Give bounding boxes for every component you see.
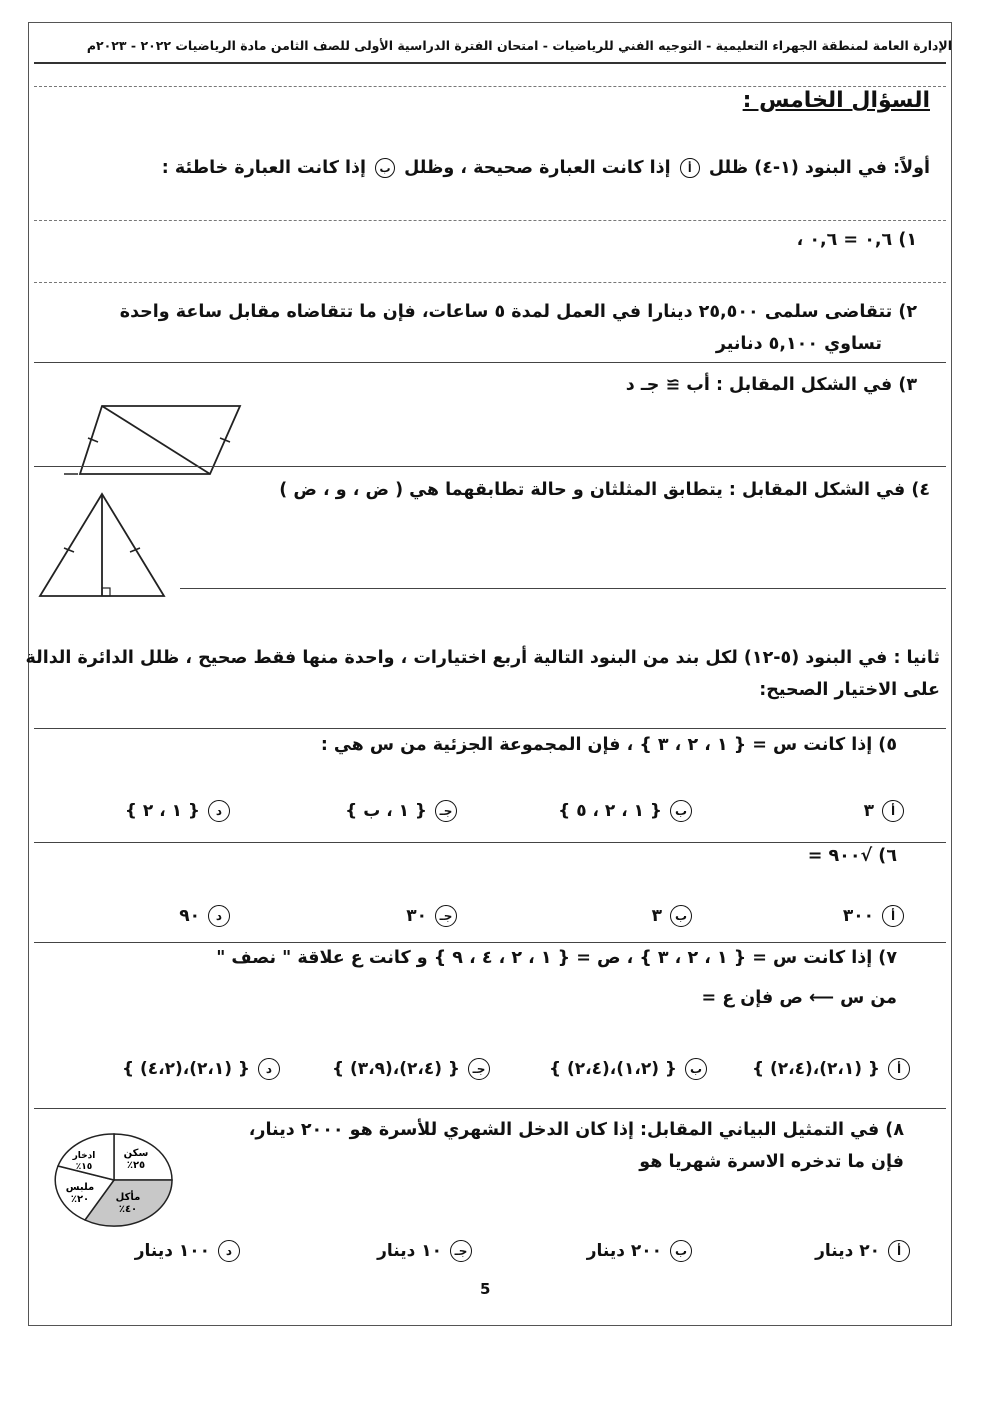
q5-option-b[interactable]: ب { ١ ، ٢ ، ٥ }	[558, 800, 692, 822]
q8-option-c[interactable]: جـ ١٠ دينار	[377, 1240, 472, 1262]
option-circle-icon: ب	[685, 1058, 707, 1080]
question-title: السؤال الخامس :	[742, 88, 930, 113]
q7-option-c[interactable]: جـ { (٢،٤)،(٣،٩) }	[332, 1058, 490, 1080]
divider	[34, 362, 946, 363]
q6-option-b[interactable]: ب ٣	[652, 905, 692, 927]
item-3: ٣) في الشكل المقابل : أب ≅ جـ د	[625, 375, 917, 395]
pie-percent-savings: ٪١٥	[75, 1162, 93, 1172]
q7-stem-line1: ٧) إذا كانت س = { ١ ، ٢ ، ٣ } ، ص = { ١ ، ٢ ، ٤ ، ٩ } و كانت ع علاقة " نصف "	[216, 948, 897, 968]
divider	[34, 466, 946, 467]
pie-label-clothing: ملبس	[65, 1182, 95, 1193]
page-number: 5	[480, 1280, 491, 1298]
option-circle-icon: أ	[888, 1058, 910, 1080]
part2-instruction-line1: ثانيا : في البنود (٥-١٢) لكل بند من البنود التالية أربع اختيارات ، واحدة منها فقط صحيح ، ظلل الدائرة الدالة	[25, 648, 940, 668]
tick-mark	[88, 438, 98, 442]
divider	[34, 220, 946, 221]
q6-option-d[interactable]: د ٩٠	[179, 905, 230, 927]
divider	[180, 588, 946, 589]
divider	[34, 942, 946, 943]
budget-pie-chart	[52, 1128, 176, 1232]
pie-label-housing: سكن	[123, 1148, 149, 1159]
divider	[34, 1108, 946, 1109]
false-mark-icon: ب	[375, 158, 395, 178]
q6-option-a[interactable]: أ ٣٠٠	[843, 905, 904, 927]
pie-percent-clothing: ٪٢٠	[70, 1194, 90, 1205]
divider	[34, 728, 946, 729]
option-circle-icon: د	[258, 1058, 280, 1080]
option-circle-icon: جـ	[435, 905, 457, 927]
divider	[34, 86, 946, 87]
option-circle-icon: د	[218, 1240, 240, 1262]
right-angle-icon	[102, 588, 110, 596]
q6-stem: ٦) √٩٠٠ =	[807, 846, 897, 866]
exam-header: الإدارة العامة لمنطقة الجهراء التعليمية - التوجيه الفني للرياضيات - امتحان الفترة الدراسية الأولى للصف الثامن مادة الرياضيات ٢٠٢٢ - ٢٠٢٣م	[86, 38, 952, 53]
q8-option-d[interactable]: د ١٠٠ دينار	[135, 1240, 240, 1262]
option-circle-icon: د	[208, 800, 230, 822]
true-mark-icon: أ	[680, 158, 700, 178]
q8-stem-line2: فإن ما تدخره الاسرة شهريا هو	[639, 1152, 904, 1172]
header-divider	[34, 62, 946, 64]
option-circle-icon: أ	[882, 905, 904, 927]
parallelogram-diagonal	[102, 406, 210, 474]
q8-option-b[interactable]: ب ٢٠٠ دينار	[587, 1240, 692, 1262]
pie-percent-housing: ٪٢٥	[126, 1160, 146, 1171]
option-circle-icon: جـ	[468, 1058, 490, 1080]
option-circle-icon: ب	[670, 800, 692, 822]
pie-label-savings: ادخار	[72, 1151, 96, 1161]
item-2-line2: تساوي ٥,١٠٠ دنانير	[715, 334, 882, 354]
option-circle-icon: جـ	[450, 1240, 472, 1262]
isosceles-triangle-figure	[36, 490, 171, 602]
item-1: ١) ٠,٦ = ٠,٦ ،	[796, 230, 917, 250]
option-circle-icon: جـ	[435, 800, 457, 822]
divider	[34, 842, 946, 843]
q5-option-a[interactable]: أ ٣	[864, 800, 904, 822]
part1-instruction: أولاً: في البنود (١-٤) ظلل أ إذا كانت العبارة صحيحة ، وظلل ب إذا كانت العبارة خاطئة :	[161, 158, 930, 178]
q7-stem-line2: من س ⟵ ص فإن ع =	[701, 988, 897, 1008]
option-circle-icon: أ	[882, 800, 904, 822]
divider	[34, 282, 946, 283]
q5-option-c[interactable]: جـ { ١ ، ب }	[345, 800, 457, 822]
parallelogram-figure	[60, 398, 250, 483]
item-2-line1: ٢) تتقاضى سلمى ٢٥,٥٠٠ دينارا في العمل لمدة ٥ ساعات، فإن ما تتقاضاه مقابل ساعة واحدة	[119, 302, 917, 322]
q8-option-a[interactable]: أ ٢٠ دينار	[815, 1240, 910, 1262]
part2-instruction-line2: على الاختيار الصحيح:	[759, 680, 940, 700]
q7-option-d[interactable]: د { (٢،١)،(٤،٢) }	[122, 1058, 280, 1080]
q7-option-a[interactable]: أ { (٢،١)،(٢،٤) }	[752, 1058, 910, 1080]
option-circle-icon: ب	[670, 1240, 692, 1262]
pie-percent-food: ٪٤٠	[118, 1204, 138, 1215]
q5-option-d[interactable]: د { ١ ، ٢ }	[125, 800, 230, 822]
option-circle-icon: ب	[670, 905, 692, 927]
option-circle-icon: د	[208, 905, 230, 927]
pie-label-food: مأكل	[115, 1192, 141, 1203]
item-4: ٤) في الشكل المقابل : يتطابق المثلثان و حالة تطابقهما هي ( ض ، و ، ض )	[279, 480, 930, 500]
parallelogram-shape	[80, 406, 240, 474]
q6-option-c[interactable]: جـ ٣٠	[406, 905, 457, 927]
q8-stem-line1: ٨) في التمثيل البياني المقابل: إذا كان الدخل الشهري للأسرة هو ٢٠٠٠ دينار،	[248, 1120, 904, 1140]
option-circle-icon: أ	[888, 1240, 910, 1262]
q7-option-b[interactable]: ب { (١،٢)،(٢،٤) }	[549, 1058, 707, 1080]
q5-stem: ٥) إذا كانت س = { ١ ، ٢ ، ٣ } ، فإن المجموعة الجزئية من س هي :	[320, 735, 897, 755]
